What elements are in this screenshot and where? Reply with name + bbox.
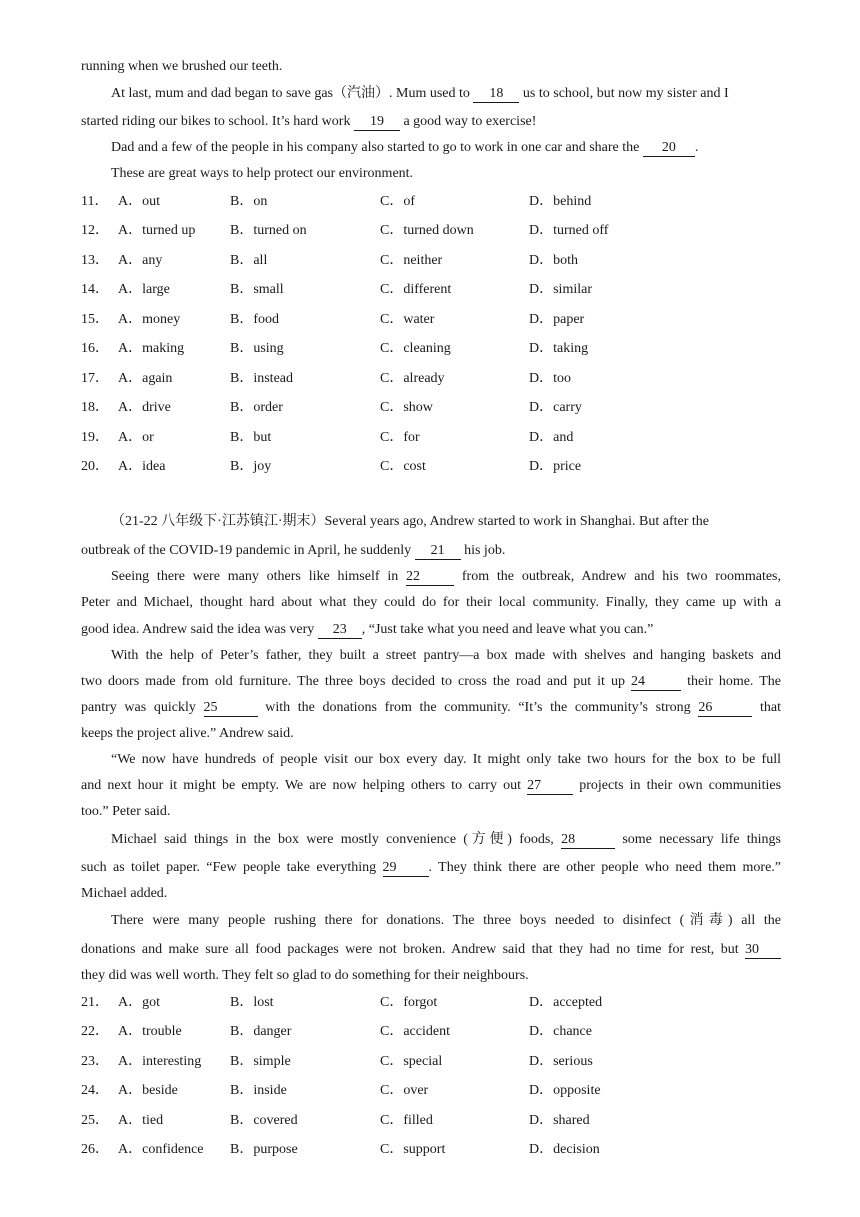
option-c: C．accident [380, 1024, 450, 1039]
passage-line [81, 669, 781, 695]
passage-line [81, 617, 781, 643]
option-b: B．small [230, 282, 284, 297]
passage-line [81, 963, 781, 989]
option-b: B．joy [230, 459, 272, 474]
question-number: 20． [81, 459, 109, 474]
option-a: A．interesting [118, 1054, 202, 1069]
text: At last, mum and dad began to save gas（汽油）. Mum used to [111, 86, 474, 101]
text: pantry was quickly [81, 700, 204, 715]
text: These are great ways to help protect our environment. [111, 166, 414, 181]
passage-line [81, 721, 781, 747]
option-c: C．different [380, 282, 452, 297]
option-d: D．serious [529, 1054, 593, 1069]
text: they did was well worth. They felt so glad to do something for their neighbours. [81, 968, 529, 983]
option-d: D．and [529, 430, 574, 445]
option-d: D．turned off [529, 223, 609, 238]
question-row [81, 248, 781, 274]
passage-line [111, 908, 781, 934]
option-d: D．behind [529, 194, 592, 209]
option-a: A．money [118, 312, 181, 327]
question-number: 22． [81, 1024, 109, 1039]
passage-line [111, 747, 781, 773]
passage-line [81, 799, 781, 825]
text: some necessary life things [615, 832, 781, 847]
option-a: A．out [118, 194, 160, 209]
text: us to school, but now my sister and I [519, 86, 729, 101]
question-row [81, 277, 781, 303]
option-d: D．carry [529, 400, 582, 415]
question-number: 16． [81, 341, 109, 356]
option-c: C．for [380, 430, 420, 445]
text: good idea. Andrew said the idea was very [81, 622, 318, 637]
option-d: D．shared [529, 1113, 590, 1128]
option-a: A．beside [118, 1083, 178, 1098]
text: keeps the project alive.” Andrew said. [81, 726, 294, 741]
option-d: D．chance [529, 1024, 592, 1039]
blank-21: 21 [415, 543, 461, 560]
text: . [694, 140, 699, 155]
question-row [81, 1137, 781, 1163]
blank-22: 22 [406, 569, 454, 586]
blank-26: 26 [698, 700, 752, 717]
question-row [81, 218, 781, 244]
passage-line [81, 881, 781, 907]
passage-line [111, 81, 781, 107]
option-a: A．again [118, 371, 173, 386]
option-c: C．support [380, 1142, 446, 1157]
option-b: B．all [230, 253, 268, 268]
option-b: B．lost [230, 995, 274, 1010]
text: There were many people rushing there for donations. The three boys needed to disinfect (消毒) all the [111, 913, 781, 928]
option-a: A．turned up [118, 223, 196, 238]
question-number: 15． [81, 312, 109, 327]
option-a: A．or [118, 430, 154, 445]
question-row [81, 395, 781, 421]
passage-line [81, 855, 781, 881]
text: outbreak of the COVID-19 pandemic in April, he suddenly [81, 543, 415, 558]
option-c: C．cost [380, 459, 426, 474]
question-row [81, 425, 781, 451]
blank-24: 24 [631, 674, 681, 691]
question-number: 19． [81, 430, 109, 445]
blank-19: 19 [354, 114, 400, 131]
text: their home. The [681, 674, 781, 689]
text: with the donations from the community. “It’s the community’s strong [257, 700, 699, 715]
option-b: B．inside [230, 1083, 287, 1098]
passage-line [111, 643, 781, 669]
option-c: C．water [380, 312, 435, 327]
option-c: C．turned down [380, 223, 474, 238]
text: his job. [460, 543, 506, 558]
option-b: B．order [230, 400, 283, 415]
option-a: A．making [118, 341, 185, 356]
option-d: D．paper [529, 312, 585, 327]
blank-29: 29 [383, 860, 429, 877]
option-d: D．both [529, 253, 578, 268]
option-b: B．covered [230, 1113, 298, 1128]
passage-line [111, 161, 781, 187]
text: and next hour it might be empty. We are now helping others to carry out [81, 778, 528, 793]
option-b: B．purpose [230, 1142, 298, 1157]
option-b: B．food [230, 312, 279, 327]
option-a: A．large [118, 282, 170, 297]
passage-line [111, 827, 781, 853]
option-d: D．price [529, 459, 582, 474]
question-row [81, 1078, 781, 1104]
text: started riding our bikes to school. It’s hard work [81, 114, 354, 129]
option-b: B．simple [230, 1054, 291, 1069]
option-a: A．any [118, 253, 163, 268]
text: donations and make sure all food packages were not broken. Andrew said that they had no time for rest, but [81, 942, 745, 957]
option-a: A．drive [118, 400, 171, 415]
question-number: 23． [81, 1054, 109, 1069]
passage-line [81, 109, 781, 135]
option-c: C．over [380, 1083, 429, 1098]
question-number: 13． [81, 253, 109, 268]
option-b: B．danger [230, 1024, 292, 1039]
text: . They think there are other people who need them more.” [428, 860, 781, 875]
passage-line [81, 773, 781, 799]
question-row [81, 366, 781, 392]
option-b: B．on [230, 194, 268, 209]
text: that [752, 700, 781, 715]
option-c: C．special [380, 1054, 443, 1069]
passage-line [81, 695, 781, 721]
option-d: D．decision [529, 1142, 600, 1157]
blank-20: 20 [643, 140, 695, 157]
option-c: C．show [380, 400, 433, 415]
text: , “Just take what you need and leave what you can.” [361, 622, 654, 637]
text: projects in their own communities [573, 778, 781, 793]
option-b: B．turned on [230, 223, 307, 238]
question-row [81, 336, 781, 362]
question-row [81, 990, 781, 1016]
blank-30: 30 [745, 942, 781, 959]
blank-28: 28 [561, 832, 615, 849]
option-b: B．instead [230, 371, 293, 386]
option-c: C．cleaning [380, 341, 451, 356]
option-b: B．using [230, 341, 284, 356]
passage-line [111, 509, 781, 535]
question-number: 26． [81, 1142, 109, 1157]
question-row [81, 1049, 781, 1075]
text: too.” Peter said. [81, 804, 171, 819]
question-row [81, 307, 781, 333]
question-number: 18． [81, 400, 109, 415]
blank-27: 27 [527, 778, 573, 795]
question-number: 25． [81, 1113, 109, 1128]
passage-line [81, 538, 781, 564]
passage-line [111, 135, 781, 161]
passage-line [81, 54, 781, 80]
question-row [81, 189, 781, 215]
option-a: A．idea [118, 459, 166, 474]
question-number: 17． [81, 371, 109, 386]
text: from the outbreak, Andrew and his two roommates, [454, 569, 781, 584]
text: Seeing there were many others like himself in [111, 569, 407, 584]
text: running when we brushed our teeth. [81, 59, 283, 74]
text: With the help of Peter’s father, they built a street pantry—a box made with shelves and hanging baskets and [111, 648, 781, 663]
text: （21-22 八年级下·江苏镇江·期末）Several years ago, Andrew started to work in Shanghai. But after the [111, 514, 709, 529]
option-c: C．neither [380, 253, 443, 268]
blank-23: 23 [318, 622, 362, 639]
option-c: C．forgot [380, 995, 438, 1010]
passage-line [81, 937, 781, 963]
question-number: 24． [81, 1083, 109, 1098]
passage-line [81, 590, 781, 616]
question-row [81, 454, 781, 480]
text: two doors made from old furniture. The three boys decided to cross the road and put it up [81, 674, 632, 689]
option-d: D．too [529, 371, 571, 386]
passage-line [111, 564, 781, 590]
blank-18: 18 [473, 86, 519, 103]
question-number: 12． [81, 223, 109, 238]
option-a: A．got [118, 995, 160, 1010]
text: a good way to exercise! [399, 114, 537, 129]
option-d: D．opposite [529, 1083, 601, 1098]
question-row [81, 1108, 781, 1134]
option-a: A．trouble [118, 1024, 182, 1039]
text: Michael said things in the box were mostly convenience (方便) foods, [111, 832, 562, 847]
question-row [81, 1019, 781, 1045]
question-number: 14． [81, 282, 109, 297]
option-d: D．similar [529, 282, 592, 297]
text: Peter and Michael, thought hard about what they could do for their local community. Finally, they came up with a [81, 595, 781, 610]
option-a: A．confidence [118, 1142, 204, 1157]
text: Michael added. [81, 886, 168, 901]
text: “We now have hundreds of people visit our box every day. It might only take two hours for the box to be full [111, 752, 781, 767]
blank-25: 25 [204, 700, 258, 717]
question-number: 11． [81, 194, 109, 209]
option-c: C．already [380, 371, 445, 386]
option-d: D．accepted [529, 995, 603, 1010]
option-d: D．taking [529, 341, 589, 356]
text: such as toilet paper. “Few people take everything [81, 860, 383, 875]
text: Dad and a few of the people in his company also started to go to work in one car and share the [111, 140, 643, 155]
question-number: 21． [81, 995, 109, 1010]
option-c: C．of [380, 194, 415, 209]
option-a: A．tied [118, 1113, 164, 1128]
option-b: B．but [230, 430, 272, 445]
option-c: C．filled [380, 1113, 433, 1128]
